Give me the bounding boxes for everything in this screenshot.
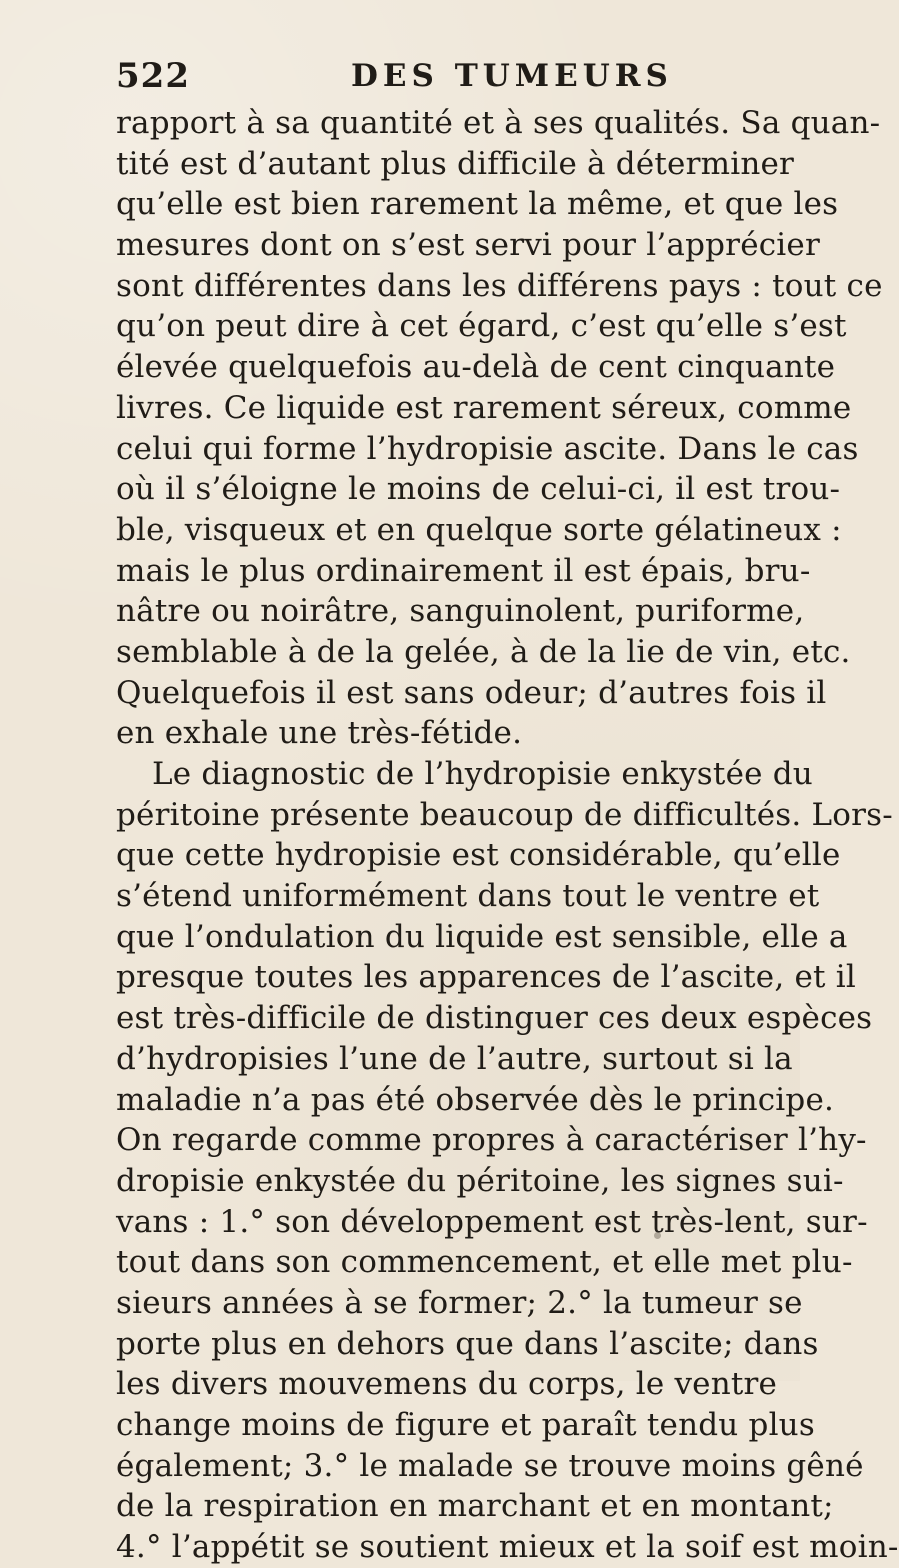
text-line: tout dans son commencement, et elle met plu- <box>116 1244 853 1281</box>
text-line: qu’elle est bien rarement la même, et que les <box>116 186 839 223</box>
text-line: de la respiration en marchant et en montant; <box>116 1488 834 1525</box>
text-line: 4.° l’appétit se soutient mieux et la soif est moin- <box>116 1529 899 1566</box>
text-line: On regarde comme propres à caractériser l’hy- <box>116 1122 867 1159</box>
body-text <box>116 103 899 1568</box>
text-line: ble, visqueux et en quelque sorte gélatineux : <box>116 511 842 548</box>
text-line: également; 3.° le malade se trouve moins gêné <box>116 1447 864 1484</box>
text-line: sieurs années à se former; 2.° la tumeur se <box>116 1284 803 1321</box>
text-line: Quelquefois il est sans odeur; d’autres fois il <box>116 674 827 711</box>
page-header <box>116 56 736 106</box>
text-line: tité est d’autant plus difficile à déterminer <box>116 145 795 182</box>
text-line: maladie n’a pas été observée dès le principe. <box>116 1081 835 1118</box>
text-line: celui qui forme l’hydropisie ascite. Dans le cas <box>116 430 859 467</box>
text-line: vans : 1.° son développement est très-lent, sur- <box>116 1203 868 1240</box>
text-line: nâtre ou noirâtre, sanguinolent, puriforme, <box>116 593 805 630</box>
text-line: sont différentes dans les différens pays : tout ce <box>116 267 883 304</box>
ink-stain <box>654 1232 661 1239</box>
text-line: en exhale une très-fétide. <box>116 715 523 752</box>
text-line: où il s’éloigne le moins de celui-ci, il est trou- <box>116 471 841 508</box>
text-line: rapport à sa quantité et à ses qualités. Sa quan- <box>116 105 881 141</box>
text-line: élevée quelquefois au-delà de cent cinquante <box>116 349 836 386</box>
text-line: dropisie enkystée du péritoine, les signes sui- <box>116 1162 844 1199</box>
text-line: livres. Ce liquide est rarement séreux, comme <box>116 389 852 426</box>
running-head: DES TUMEURS <box>351 58 673 94</box>
text-line: les divers mouvemens du corps, le ventre <box>116 1366 778 1403</box>
text-line: mais le plus ordinairement il est épais, bru- <box>116 552 811 589</box>
text-line: mesures dont on s’est servi pour l’apprécier <box>116 227 820 264</box>
text-line: que l’ondulation du liquide est sensible, elle a <box>116 918 848 955</box>
text-line: péritoine présente beaucoup de difficultés. Lors- <box>116 796 893 833</box>
text-line: d’hydropisies l’une de l’autre, surtout si la <box>116 1040 793 1077</box>
text-line: semblable à de la gelée, à de la lie de vin, etc. <box>116 633 851 670</box>
page-number: 522 <box>116 56 190 96</box>
text-line: s’étend uniformément dans tout le ventre et <box>116 878 820 915</box>
text-line: change moins de figure et paraît tendu plus <box>116 1407 815 1443</box>
text-line: que cette hydropisie est considérable, qu’elle <box>116 837 841 874</box>
text-line: presque toutes les apparences de l’ascite, et il <box>116 959 856 996</box>
text-line: porte plus en dehors que dans l’ascite; dans <box>116 1325 819 1362</box>
text-line: est très-difficile de distinguer ces deux espèces <box>116 1000 873 1037</box>
text-line: qu’on peut dire à cet égard, c’est qu’elle s’est <box>116 308 847 345</box>
paragraph-start-line: Le diagnostic de l’hydropisie enkystée du <box>152 756 813 792</box>
